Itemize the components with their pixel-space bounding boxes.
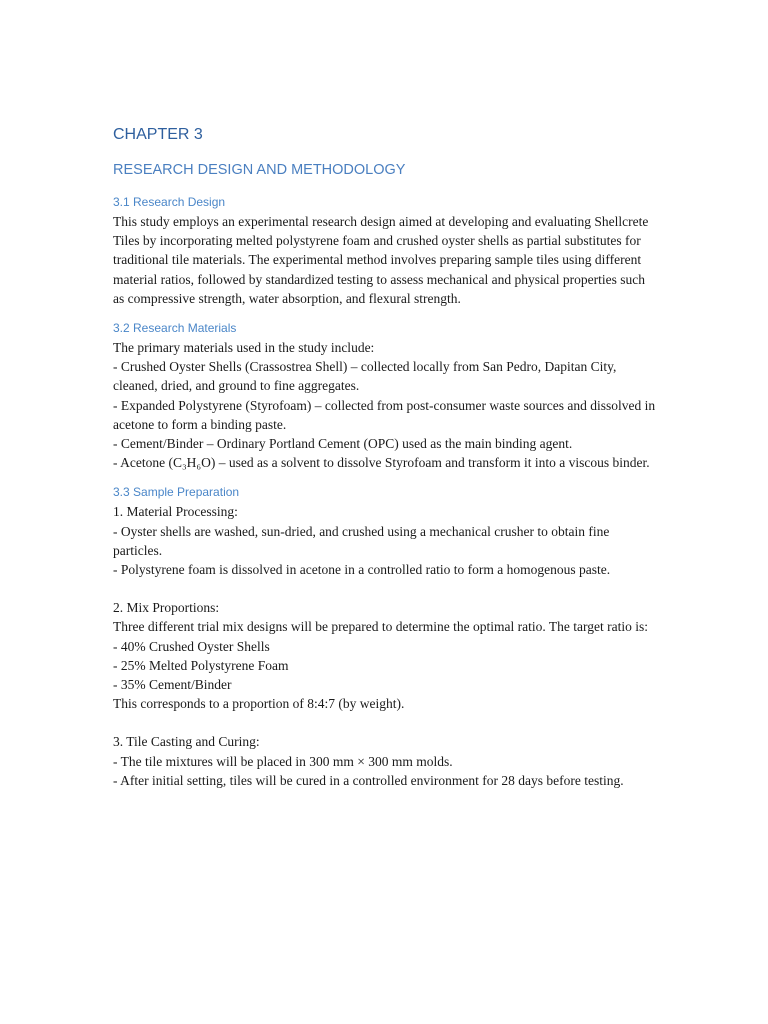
step-mix-proportions xyxy=(113,598,658,713)
list-item: - Expanded Polystyrene (Styrofoam) – collected from post-consumer waste sources and dissolved in acetone to form a binding paste. xyxy=(113,397,656,432)
paragraph: This study employs an experimental research design aimed at developing and evaluating Shellcrete Tiles by incorporating melted polystyrene foam and crushed oyster shells as partial substitutes for traditional tile materials. The experimental method involves preparing sample tiles using different material ratios, followed by standardized testing to assess mechanical and physical properties such as compressive strength, water absorption, and flexural strength. xyxy=(113,214,649,306)
list-item: - Polystyrene foam is dissolved in acetone in a controlled ratio to form a homogenous paste. xyxy=(113,562,611,578)
list-item: - Acetone (C₃H₆O) – used as a solvent to dissolve Styrofoam and transform it into a viscous binder. xyxy=(113,455,650,471)
step-tile-casting xyxy=(113,732,658,790)
chapter-heading: CHAPTER 3 xyxy=(113,126,203,143)
blank-line xyxy=(113,579,658,598)
list-item: - Cement/Binder – Ordinary Portland Cement (OPC) used as the main binding agent. xyxy=(113,436,573,452)
list-item: - After initial setting, tiles will be cured in a controlled environment for 28 days before testing. xyxy=(113,772,624,788)
text-line: This corresponds to a proportion of 8:4:7 (by weight). xyxy=(113,696,405,712)
step-title: 2. Mix Proportions: xyxy=(113,600,220,616)
section-sample-preparation xyxy=(113,483,658,790)
section-heading: 3.1 Research Design xyxy=(113,195,226,209)
list-item: - Crushed Oyster Shells (Crassostrea Shell) – collected locally from San Pedro, Dapitan City, cleaned, dried, and ground to fine aggregates. xyxy=(113,359,617,394)
paragraph xyxy=(113,338,658,472)
text-line: The primary materials used in the study include: xyxy=(113,340,375,356)
step-title: 1. Material Processing: xyxy=(113,504,238,520)
step-title: 3. Tile Casting and Curing: xyxy=(113,734,260,750)
list-item: - 35% Cement/Binder xyxy=(113,677,232,693)
list-item: - 40% Crushed Oyster Shells xyxy=(113,638,270,654)
blank-line xyxy=(113,713,658,732)
text-line: Three different trial mix designs will be prepared to determine the optimal ratio. The target ratio is: xyxy=(113,619,648,635)
list-item: - 25% Melted Polystyrene Foam xyxy=(113,657,289,673)
list-item: - Oyster shells are washed, sun-dried, and crushed using a mechanical crusher to obtain fine particles. xyxy=(113,523,610,558)
section-heading: 3.3 Sample Preparation xyxy=(113,485,240,500)
section-research-materials xyxy=(113,319,658,472)
section-heading: 3.2 Research Materials xyxy=(113,321,237,336)
document-body xyxy=(113,124,658,801)
page-title: RESEARCH DESIGN AND METHODOLOGY xyxy=(113,162,406,178)
list-item: - The tile mixtures will be placed in 300 mm × 300 mm molds. xyxy=(113,753,453,769)
section-research-design xyxy=(113,193,658,308)
step-material-processing xyxy=(113,502,658,579)
